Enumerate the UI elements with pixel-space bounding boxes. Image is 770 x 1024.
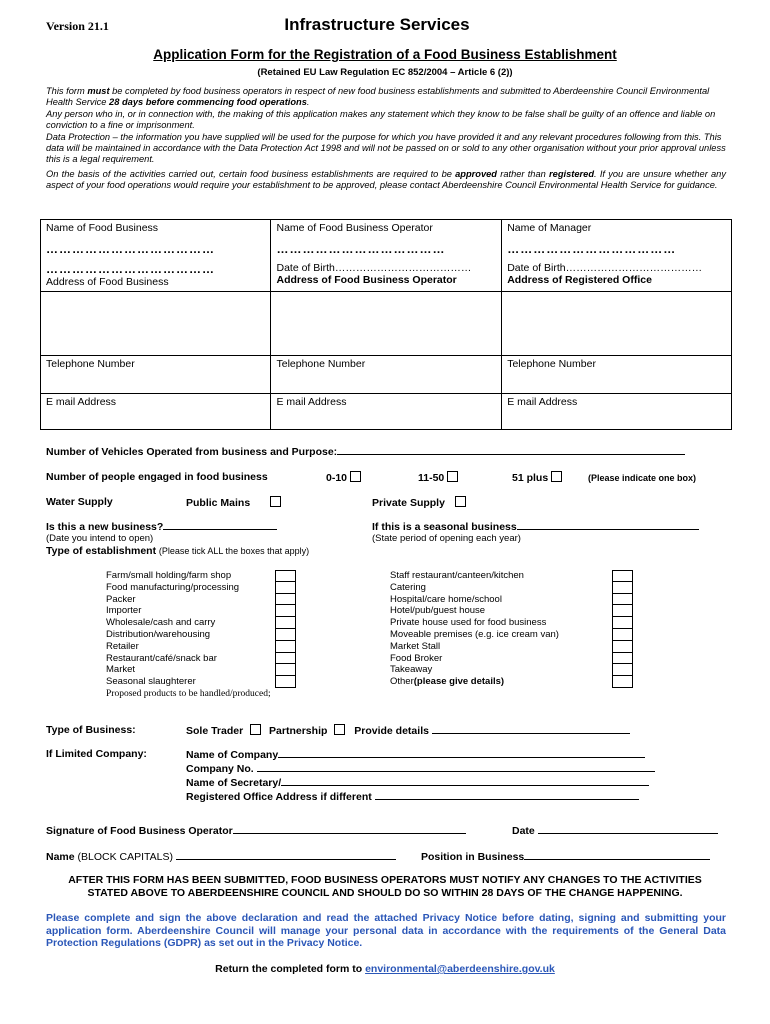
- establishment-checkboxes-left: [275, 570, 296, 688]
- telephone-cell-3[interactable]: Telephone Number: [502, 356, 732, 394]
- limited-company-label: If Limited Company:: [46, 748, 147, 760]
- est-right-item: Private house used for food business: [390, 617, 547, 629]
- checkbox-51-plus[interactable]: [551, 471, 562, 482]
- telephone-cell-2[interactable]: Telephone Number: [271, 356, 502, 394]
- position-field[interactable]: Position in Business: [421, 850, 710, 863]
- provide-details-line[interactable]: [432, 724, 630, 734]
- form-title: Application Form for the Registration of a Food Business Establishment: [153, 47, 617, 62]
- company-name-field[interactable]: Name of Company: [186, 748, 655, 762]
- operator-name-cell[interactable]: Name of Food Business Operator ………………………………… Date of Birth………………………………… Address of Food Business Operator: [271, 220, 502, 292]
- est-checkbox[interactable]: [612, 676, 633, 688]
- est-left-item: Seasonal slaughterer: [106, 676, 196, 688]
- est-checkbox[interactable]: [612, 641, 633, 653]
- date-open-note: (Date you intend to open): [46, 533, 154, 544]
- reg-office-field[interactable]: Registered Office Address if different: [186, 790, 655, 804]
- est-checkbox[interactable]: [275, 594, 296, 606]
- est-right-item-other: Other(please give details): [390, 676, 505, 688]
- return-instruction: Return the completed form to environmental@aberdeenshire.gov.uk: [215, 963, 555, 975]
- department-title: Infrastructure Services: [284, 15, 470, 34]
- est-checkbox[interactable]: [275, 605, 296, 617]
- establishment-heading: Type of establishment (Please tick ALL the boxes that apply): [46, 545, 310, 557]
- indicate-note: (Please indicate one box): [588, 473, 697, 483]
- est-checkbox[interactable]: [275, 629, 296, 641]
- vehicles-field[interactable]: Number of Vehicles Operated from business and Purpose:: [46, 445, 685, 458]
- est-checkbox[interactable]: [275, 641, 296, 653]
- est-right-item: Hospital/care home/school: [390, 593, 502, 605]
- email-cell-1[interactable]: E mail Address: [41, 394, 271, 430]
- checkbox-public-mains[interactable]: [270, 496, 281, 507]
- establishment-list-left: [106, 570, 276, 688]
- public-mains-option[interactable]: Public Mains: [186, 496, 281, 509]
- est-checkbox[interactable]: [275, 664, 296, 676]
- est-checkbox[interactable]: [612, 582, 633, 594]
- est-left-item: Restaurant/café/snack bar: [106, 652, 217, 664]
- form-subtitle: (Retained EU Law Regulation EC 852/2004 – Article 6 (2)): [257, 67, 513, 78]
- est-checkbox[interactable]: [275, 676, 296, 688]
- new-business-field[interactable]: Is this a new business?: [46, 520, 277, 533]
- email-cell-3[interactable]: E mail Address: [502, 394, 732, 430]
- private-supply-option[interactable]: Private Supply: [372, 496, 466, 509]
- est-checkbox[interactable]: [275, 653, 296, 665]
- telephone-cell-1[interactable]: Telephone Number: [41, 356, 271, 394]
- est-checkbox[interactable]: [612, 629, 633, 641]
- est-checkbox[interactable]: [612, 664, 633, 676]
- est-left-item: Importer: [106, 605, 142, 617]
- est-checkbox[interactable]: [612, 617, 633, 629]
- version-label: Version 21.1: [46, 19, 109, 33]
- est-checkbox[interactable]: [612, 653, 633, 665]
- est-right-item: Takeaway: [390, 664, 433, 676]
- people-label: Number of people engaged in food business: [46, 471, 268, 483]
- signature-field[interactable]: Signature of Food Business Operator: [46, 824, 466, 837]
- return-email-link[interactable]: environmental@aberdeenshire.gov.uk: [365, 963, 555, 975]
- limited-company-fields: [186, 748, 655, 804]
- email-cell-2[interactable]: E mail Address: [271, 394, 502, 430]
- checkbox-11-50[interactable]: [447, 471, 458, 482]
- intro-p4: On the basis of the activities carried out, certain food business establishments are required to be approved rather than registered. If you are unsure whether any aspect of your food operations would require your establishment to be approved, please contact Aberdeenshire Council Environmental Health Service for guidance.: [46, 168, 726, 191]
- est-right-item: Catering: [390, 581, 426, 593]
- water-supply-label: Water Supply: [46, 496, 113, 508]
- food-business-address-cell[interactable]: [41, 292, 271, 356]
- manager-name-cell[interactable]: Name of Manager ………………………………… Date of Birth………………………………… Address of Registered Office: [502, 220, 732, 292]
- business-type-options: Sole Trader Partnership Provide details: [186, 724, 630, 737]
- intro-p1: This form must be completed by food business operators in respect of new food business establishments and submitted to Aberdeenshire Council Environmental Health Service 28 days before commencing food operations.: [46, 86, 710, 108]
- est-right-item: Hotel/pub/guest house: [390, 605, 486, 617]
- privacy-notice: Please complete and sign the above declaration and read the attached Privacy Notice before dating, signing and submitting your application form. Aberdeenshire Council will manage your personal data in accordance with the requirements of the General Data Protection Regulations (GDPR) as set out in the Privacy Notice.: [46, 912, 726, 949]
- est-checkbox[interactable]: [612, 594, 633, 606]
- secretary-field[interactable]: Name of Secretary/: [186, 776, 655, 790]
- est-checkbox[interactable]: [612, 570, 633, 582]
- establishment-list-right: [390, 570, 600, 688]
- company-number-field[interactable]: Company No.: [186, 762, 655, 776]
- est-checkbox[interactable]: [275, 570, 296, 582]
- est-right-item: Market Stall: [390, 640, 441, 652]
- checkbox-sole-trader[interactable]: [250, 724, 261, 735]
- est-right-item: Staff restaurant/canteen/kitchen: [390, 570, 524, 581]
- people-0-10[interactable]: 0-10: [326, 471, 361, 484]
- est-left-item: Market: [106, 664, 136, 676]
- seasonal-field[interactable]: If this is a seasonal business: [372, 520, 699, 533]
- est-left-item: Distribution/warehousing: [106, 628, 211, 640]
- est-left-item: Retailer: [106, 640, 139, 652]
- intro-text: [46, 86, 726, 192]
- intro-p3: Data Protection – the information you have supplied will be used for the purpose for which you have provided it and any relevant procedures following from this. This data will be maintained in accordance with the Data Protection Act 1998 and will not be passed on or sold to any other organisation without your prior approval unless this is a legal requirement.: [46, 131, 726, 165]
- checkbox-partnership[interactable]: [334, 724, 345, 735]
- checkbox-0-10[interactable]: [350, 471, 361, 482]
- est-left-item: Farm/small holding/farm shop: [106, 570, 232, 581]
- people-11-50[interactable]: 11-50: [418, 471, 458, 484]
- est-right-item: Moveable premises (e.g. ice cream van): [390, 628, 559, 640]
- proposed-products-label: Proposed products to be handled/produced;: [106, 689, 271, 699]
- changes-notice: AFTER THIS FORM HAS BEEN SUBMITTED, FOOD BUSINESS OPERATORS MUST NOTIFY ANY CHANGES TO THE ACTIVITIES STATED ABOVE TO ABERDEENSHIRE COUNCIL AND SHOULD DO SO WITHIN 28 DAYS OF THE CHANGE HAPPENING.: [68, 874, 702, 899]
- people-51-plus[interactable]: 51 plus: [512, 471, 562, 484]
- contact-table: [40, 219, 732, 430]
- operator-address-cell[interactable]: [271, 292, 502, 356]
- est-left-item: Food manufacturing/processing: [106, 581, 240, 593]
- est-left-item: Wholesale/cash and carry: [106, 617, 216, 629]
- date-field[interactable]: Date: [512, 824, 718, 837]
- est-right-item: Food Broker: [390, 652, 443, 664]
- establishment-checkboxes-right: [612, 570, 633, 688]
- est-left-item: Packer: [106, 593, 136, 605]
- state-period-note: (State period of opening each year): [372, 533, 521, 544]
- name-field[interactable]: Name (BLOCK CAPITALS): [46, 850, 396, 863]
- business-type-label: Type of Business:: [46, 724, 136, 736]
- checkbox-private-supply[interactable]: [455, 496, 466, 507]
- registered-office-cell[interactable]: [502, 292, 732, 356]
- est-checkbox[interactable]: [275, 582, 296, 594]
- est-checkbox[interactable]: [275, 617, 296, 629]
- food-business-name-cell[interactable]: Name of Food Business ………………………………… ………………………………… Address of Food Business: [41, 220, 271, 292]
- est-checkbox[interactable]: [612, 605, 633, 617]
- intro-p2: Any person who in, or in connection with, the making of this application makes any statement which they know to be false shall be guilty of an offence and liable on conviction to a fine or imprisonment.: [46, 108, 716, 131]
